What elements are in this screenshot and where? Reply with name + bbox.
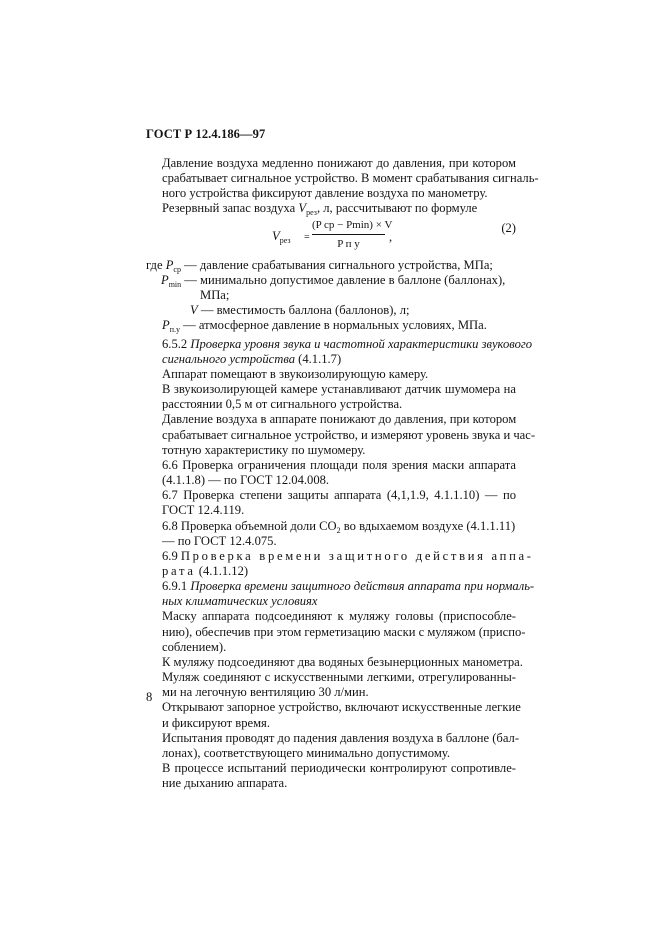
paragraph-open-valve: Открывают запорное устройство, включают искусственные легкие и фиксируют время. [162, 700, 521, 730]
paragraph-pressure-decrease: Давление воздуха медленно понижают до давления, при котором срабатывает сигнальное устройство. В момент срабатывания сигналь- ного устройства фиксируют давление воздуха по манометру. [162, 156, 539, 201]
paragraph-artificial-lungs: Муляж соединяют с искусственными легкими, отрегулированны- ми на легочную вентиляцию 30 л/мин. [162, 670, 516, 700]
definition-v: V — вместимость баллона (баллонов), л; [190, 302, 410, 317]
formula-denominator: P п у [337, 237, 360, 250]
formula-lhs: $V_{рез}$ [272, 228, 291, 245]
page-number: 8 [146, 690, 153, 704]
formula-number: (2) [501, 220, 516, 235]
formula-numerator: (P ср − Pmin) × V [312, 218, 385, 235]
paragraph-noise-sensor: В звукоизолирующей камере устанавливают датчик шумомера на расстоянии 0,5 м от сигнального устройства. [162, 382, 516, 412]
paragraph-apparatus-chamber: Аппарат помещают в звукоизолирующую камеру. [162, 366, 429, 381]
formula-2: $V_{рез}$ = (P ср − Pmin) × V P п у , (2) [146, 218, 516, 256]
section-6-6: 6.6 Проверка ограничения площади поля зрения маски аппарата (4.1.1.8) — по ГОСТ 12.04.008. [162, 457, 516, 488]
section-6-8: 6.8 Проверка объемной доли $СО_2$ во вдыхаемом воздухе (4.1.1.11) — по ГОСТ 12.4.075. [162, 518, 516, 548]
definition-p-min: $P_{min}$ — минимально допустимое давление в баллоне (баллонах), [161, 272, 506, 289]
document-body [146, 156, 539, 791]
paragraph-test-duration: Испытания проводят до падения давления воздуха в баллоне (бал- лонах), соответствующего минимально допустимому. [162, 730, 520, 760]
paragraph-reserve-air: Резервный запас воздуха $V_{рез}$, л, рассчитывают по формуле [162, 201, 478, 218]
paragraph-resistance-control: В процессе испытаний периодически контролируют сопротивле- ние дыханию аппарата. [162, 761, 516, 791]
paragraph-sound-level: Давление воздуха в аппарате понижают до давления, при котором срабатывает сигнальное устройство, и измеряют уровень звука и час- тотную характеристику по шумомеру. [162, 412, 536, 457]
section-6-9-1: 6.9.1 Проверка времени защитного действия аппарата при нормаль- ных климатических условиях [162, 579, 535, 609]
section-6-9: 6.9 Проверка времени защитного действия аппа- рата (4.1.1.12) [162, 548, 534, 578]
variable-definitions: где $P_{ср}$ — давление срабатывания сигнального устройства, МПа; $P_{min}$ — минимально допустимое давление в баллоне (баллонах), МПа; V — вместимость баллона (баллонов), л; $P_{п.у}$ — атмосферное давление в нормальных условиях, МПа. [146, 257, 506, 334]
definition-p-pu: $P_{п.у}$ — атмосферное давление в нормальных условиях, МПа. [162, 317, 487, 334]
definition-p-sr: где $P_{ср}$ — давление срабатывания сигнального устройства, МПа; [146, 257, 493, 274]
section-6-7: 6.7 Проверка степени защиты аппарата (4,1,1.9, 4.1.1.10) — по ГОСТ 12.4.119. [162, 488, 516, 518]
paragraph-mask-connect: Маску аппарата подсоединяют к муляжу головы (приспособле- нию), обеспечив при этом герметизацию маски с муляжом (приспо- соблением). [162, 609, 526, 654]
paragraph-manometers: К муляжу подсоединяют два водяных безынерционных манометра. [162, 654, 523, 669]
section-6-5-2: 6.5.2 Проверка уровня звука и частотной характеристики звукового сигнального устройства (4.1.1.7) [162, 336, 533, 366]
document-header: ГОСТ Р 12.4.186—97 [146, 127, 266, 141]
formula-fraction [312, 218, 393, 252]
